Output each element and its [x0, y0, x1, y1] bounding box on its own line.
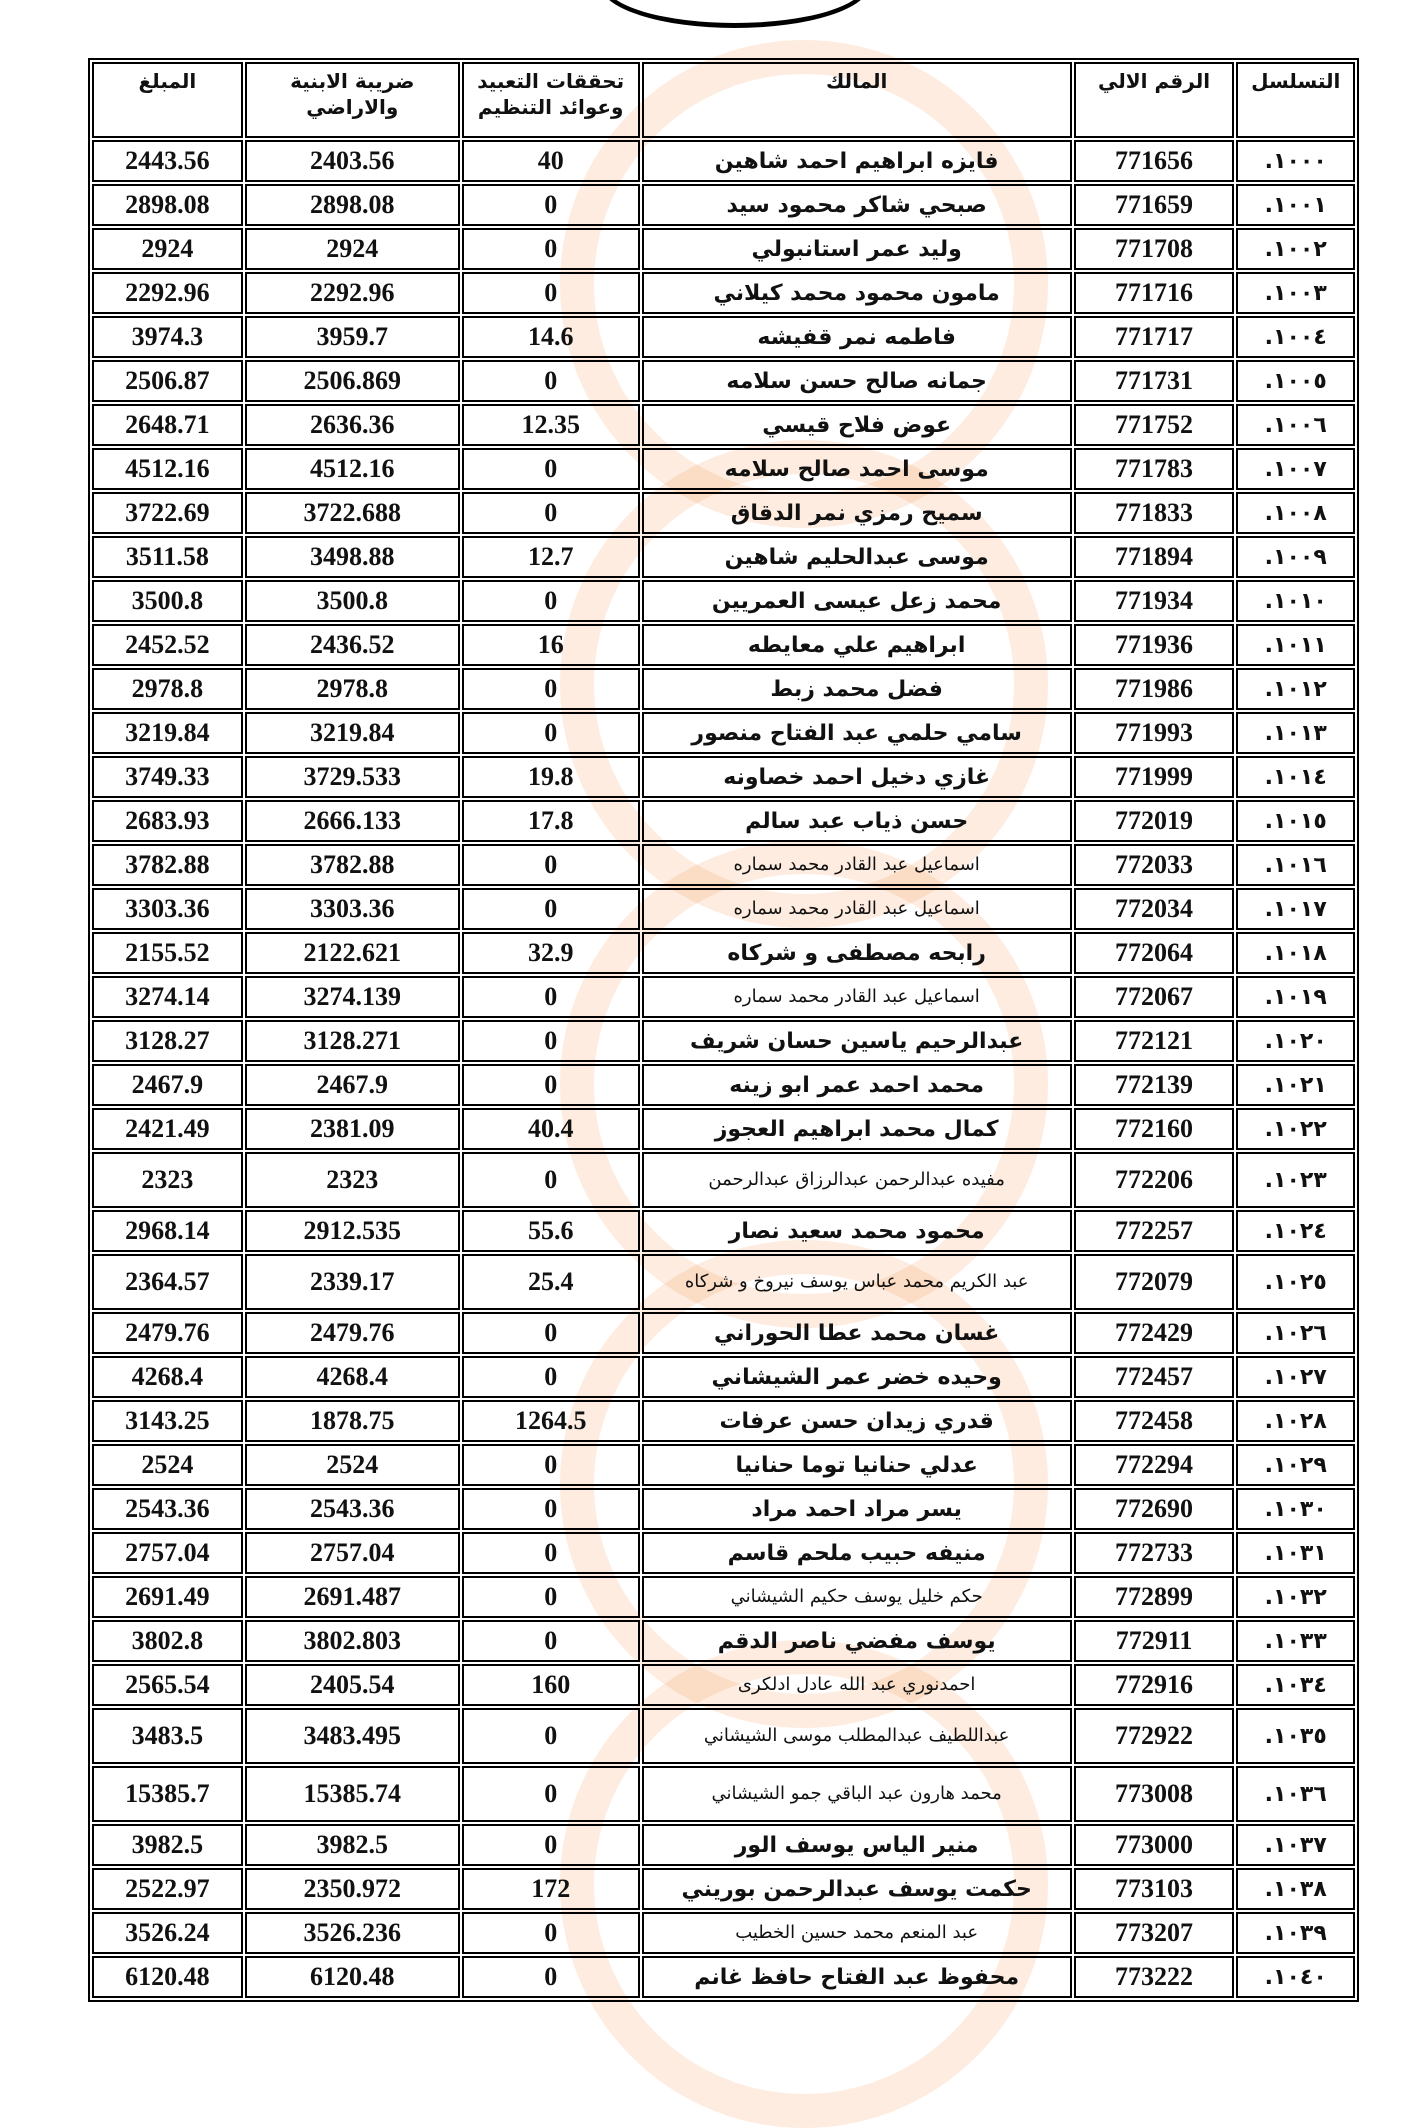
- cell-tax: 3219.84: [245, 712, 460, 754]
- cell-fees: 0: [462, 272, 640, 314]
- cell-amount: 3143.25: [92, 1400, 243, 1442]
- table-row: [92, 624, 1355, 666]
- header-owner: المالك: [642, 62, 1072, 138]
- cell-serial: ١٠٢٣.: [1236, 1152, 1355, 1208]
- cell-serial: ١٠٢٩.: [1236, 1444, 1355, 1486]
- cell-amount: 3303.36: [92, 888, 243, 930]
- cell-tax: 2691.487: [245, 1576, 460, 1618]
- table-row: [92, 976, 1355, 1018]
- cell-owner: فاطمه نمر قفيشه: [642, 316, 1072, 358]
- cell-amount: 2443.56: [92, 140, 243, 182]
- cell-owner: اسماعيل عبد القادر محمد سماره: [642, 844, 1072, 886]
- cell-owner: جمانه صالح حسن سلامه: [642, 360, 1072, 402]
- cell-owner: مامون محمود محمد كيلاني: [642, 272, 1072, 314]
- table-row: [92, 1912, 1355, 1954]
- cell-tax: 3498.88: [245, 536, 460, 578]
- cell-amount: 3274.14: [92, 976, 243, 1018]
- cell-amount: 2924: [92, 228, 243, 270]
- cell-number: 772079: [1074, 1254, 1235, 1310]
- cell-number: 772139: [1074, 1064, 1235, 1106]
- cell-number: 772294: [1074, 1444, 1235, 1486]
- cell-amount: 3982.5: [92, 1824, 243, 1866]
- cell-tax: 2122.621: [245, 932, 460, 974]
- cell-serial: ١٠١٩.: [1236, 976, 1355, 1018]
- table-row: [92, 448, 1355, 490]
- header-serial: التسلسل: [1236, 62, 1355, 138]
- table-row: [92, 888, 1355, 930]
- cell-fees: 0: [462, 888, 640, 930]
- cell-fees: 0: [462, 1356, 640, 1398]
- cell-owner: محمد زعل عيسى العمريين: [642, 580, 1072, 622]
- cell-fees: 16: [462, 624, 640, 666]
- table-row: [92, 844, 1355, 886]
- table-row: [92, 756, 1355, 798]
- cell-fees: 12.35: [462, 404, 640, 446]
- cell-fees: 160: [462, 1664, 640, 1706]
- cell-owner: محمود محمد سعيد نصار: [642, 1210, 1072, 1252]
- cell-fees: 19.8: [462, 756, 640, 798]
- cell-serial: ١٠٢٧.: [1236, 1356, 1355, 1398]
- cell-owner: اسماعيل عبد القادر محمد سماره: [642, 888, 1072, 930]
- cell-serial: ١٠١٠.: [1236, 580, 1355, 622]
- cell-fees: 0: [462, 1956, 640, 1998]
- cell-serial: ١٠٣٥.: [1236, 1708, 1355, 1764]
- cell-fees: 0: [462, 1020, 640, 1062]
- cell-number: 772033: [1074, 844, 1235, 886]
- cell-amount: 2968.14: [92, 1210, 243, 1252]
- cell-amount: 2421.49: [92, 1108, 243, 1150]
- cell-serial: ١٠٠٢.: [1236, 228, 1355, 270]
- top-seal-outline: [600, 0, 870, 28]
- cell-tax: 2924: [245, 228, 460, 270]
- cell-fees: 0: [462, 1912, 640, 1954]
- cell-tax: 2524: [245, 1444, 460, 1486]
- cell-tax: 2506.869: [245, 360, 460, 402]
- cell-amount: 3511.58: [92, 536, 243, 578]
- cell-number: 771716: [1074, 272, 1235, 314]
- cell-serial: ١٠١٢.: [1236, 668, 1355, 710]
- cell-serial: ١٠١١.: [1236, 624, 1355, 666]
- table-row: [92, 1400, 1355, 1442]
- cell-serial: ١٠١٥.: [1236, 800, 1355, 842]
- cell-fees: 0: [462, 712, 640, 754]
- cell-serial: ١٠٠١.: [1236, 184, 1355, 226]
- cell-tax: 2978.8: [245, 668, 460, 710]
- table-row: [92, 1064, 1355, 1106]
- header-number: الرقم الالي: [1074, 62, 1235, 138]
- cell-owner: صبحي شاكر محمود سيد: [642, 184, 1072, 226]
- cell-amount: 15385.7: [92, 1766, 243, 1822]
- cell-tax: 4512.16: [245, 448, 460, 490]
- cell-serial: ١٠٣٣.: [1236, 1620, 1355, 1662]
- cell-amount: 3128.27: [92, 1020, 243, 1062]
- cell-amount: 2467.9: [92, 1064, 243, 1106]
- cell-number: 772064: [1074, 932, 1235, 974]
- cell-amount: 2683.93: [92, 800, 243, 842]
- cell-serial: ١٠٠٥.: [1236, 360, 1355, 402]
- cell-serial: ١٠٢٦.: [1236, 1312, 1355, 1354]
- cell-fees: 0: [462, 1488, 640, 1530]
- cell-tax: 2292.96: [245, 272, 460, 314]
- cell-amount: 2323: [92, 1152, 243, 1208]
- cell-owner: حسن ذياب عبد سالم: [642, 800, 1072, 842]
- table-row: [92, 272, 1355, 314]
- cell-fees: 0: [462, 1766, 640, 1822]
- cell-fees: 0: [462, 1312, 640, 1354]
- cell-owner: احمدنوري عبد الله عادل ادلكرى: [642, 1664, 1072, 1706]
- cell-fees: 172: [462, 1868, 640, 1910]
- cell-owner: عبد الكريم محمد عباس يوسف نيروخ و شركاه: [642, 1254, 1072, 1310]
- cell-owner: منير الياس يوسف الور: [642, 1824, 1072, 1866]
- table-row: [92, 932, 1355, 974]
- cell-amount: 4512.16: [92, 448, 243, 490]
- cell-amount: 2292.96: [92, 272, 243, 314]
- cell-number: 771934: [1074, 580, 1235, 622]
- cell-serial: ١٠٠٦.: [1236, 404, 1355, 446]
- cell-number: 772922: [1074, 1708, 1235, 1764]
- cell-serial: ١٠١٧.: [1236, 888, 1355, 930]
- cell-number: 773008: [1074, 1766, 1235, 1822]
- cell-serial: ١٠٣٩.: [1236, 1912, 1355, 1954]
- cell-amount: 2452.52: [92, 624, 243, 666]
- cell-tax: 3274.139: [245, 976, 460, 1018]
- cell-tax: 2898.08: [245, 184, 460, 226]
- cell-tax: 2666.133: [245, 800, 460, 842]
- cell-fees: 0: [462, 360, 640, 402]
- table-row: [92, 1020, 1355, 1062]
- cell-fees: 40.4: [462, 1108, 640, 1150]
- cell-owner: عوض فلاح قيسي: [642, 404, 1072, 446]
- cell-number: 772019: [1074, 800, 1235, 842]
- cell-fees: 0: [462, 1532, 640, 1574]
- cell-fees: 32.9: [462, 932, 640, 974]
- cell-owner: سميح رمزي نمر الدقاق: [642, 492, 1072, 534]
- cell-fees: 0: [462, 1064, 640, 1106]
- cell-amount: 2506.87: [92, 360, 243, 402]
- cell-serial: ١٠٢٤.: [1236, 1210, 1355, 1252]
- cell-tax: 3483.495: [245, 1708, 460, 1764]
- cell-serial: ١٠٣٢.: [1236, 1576, 1355, 1618]
- cell-serial: ١٠٤٠.: [1236, 1956, 1355, 1998]
- cell-serial: ١٠٢٢.: [1236, 1108, 1355, 1150]
- cell-serial: ١٠١٨.: [1236, 932, 1355, 974]
- table-row: [92, 668, 1355, 710]
- table-row: [92, 228, 1355, 270]
- cell-fees: 0: [462, 228, 640, 270]
- cell-tax: 3526.236: [245, 1912, 460, 1954]
- table-row: [92, 712, 1355, 754]
- table-row: [92, 1532, 1355, 1574]
- cell-number: 771717: [1074, 316, 1235, 358]
- cell-owner: قدري زيدان حسن عرفات: [642, 1400, 1072, 1442]
- cell-owner: محمد هارون عبد الباقي جمو الشيشاني: [642, 1766, 1072, 1822]
- cell-serial: ١٠٣١.: [1236, 1532, 1355, 1574]
- cell-number: 771731: [1074, 360, 1235, 402]
- cell-serial: ١٠١٦.: [1236, 844, 1355, 886]
- cell-number: 773103: [1074, 1868, 1235, 1910]
- cell-number: 772160: [1074, 1108, 1235, 1150]
- cell-tax: 3959.7: [245, 316, 460, 358]
- cell-number: 771833: [1074, 492, 1235, 534]
- cell-number: 771752: [1074, 404, 1235, 446]
- cell-number: 772457: [1074, 1356, 1235, 1398]
- cell-tax: 3128.271: [245, 1020, 460, 1062]
- cell-fees: 0: [462, 844, 640, 886]
- cell-serial: ١٠٢٠.: [1236, 1020, 1355, 1062]
- cell-number: 772690: [1074, 1488, 1235, 1530]
- cell-amount: 2479.76: [92, 1312, 243, 1354]
- cell-tax: 3729.533: [245, 756, 460, 798]
- cell-amount: 2691.49: [92, 1576, 243, 1618]
- cell-amount: 3483.5: [92, 1708, 243, 1764]
- cell-number: 771708: [1074, 228, 1235, 270]
- table-row: [92, 1766, 1355, 1822]
- cell-tax: 3303.36: [245, 888, 460, 930]
- table-row: [92, 140, 1355, 182]
- cell-number: 772067: [1074, 976, 1235, 1018]
- cell-amount: 3722.69: [92, 492, 243, 534]
- cell-fees: 0: [462, 184, 640, 226]
- header-fees: تحققات التعبيد وعوائد التنظيم: [462, 62, 640, 138]
- cell-number: 772733: [1074, 1532, 1235, 1574]
- cell-tax: 3722.688: [245, 492, 460, 534]
- cell-amount: 3219.84: [92, 712, 243, 754]
- cell-number: 773000: [1074, 1824, 1235, 1866]
- cell-amount: 2364.57: [92, 1254, 243, 1310]
- cell-owner: كمال محمد ابراهيم العجوز: [642, 1108, 1072, 1150]
- cell-serial: ١٠٢٥.: [1236, 1254, 1355, 1310]
- header-tax: ضريبة الابنية والاراضي: [245, 62, 460, 138]
- cell-fees: 0: [462, 1444, 640, 1486]
- cell-number: 772899: [1074, 1576, 1235, 1618]
- cell-owner: مفيده عبدالرحمن عبدالرزاق عبدالرحمن: [642, 1152, 1072, 1208]
- table-row: [92, 536, 1355, 578]
- cell-fees: 0: [462, 1152, 640, 1208]
- cell-owner: غازي دخيل احمد خصاونه: [642, 756, 1072, 798]
- cell-number: 771656: [1074, 140, 1235, 182]
- cell-number: 772916: [1074, 1664, 1235, 1706]
- table-row: [92, 1312, 1355, 1354]
- cell-amount: 2524: [92, 1444, 243, 1486]
- cell-number: 771993: [1074, 712, 1235, 754]
- cell-owner: محمد احمد عمر ابو زينه: [642, 1064, 1072, 1106]
- cell-owner: حكمت يوسف عبدالرحمن بوريني: [642, 1868, 1072, 1910]
- cell-tax: 2339.17: [245, 1254, 460, 1310]
- cell-tax: 3982.5: [245, 1824, 460, 1866]
- cell-tax: 2403.56: [245, 140, 460, 182]
- cell-amount: 2522.97: [92, 1868, 243, 1910]
- cell-serial: ١٠٣٧.: [1236, 1824, 1355, 1866]
- cell-owner: عبداللطيف عبدالمطلب موسى الشيشاني: [642, 1708, 1072, 1764]
- cell-fees: 17.8: [462, 800, 640, 842]
- table-row: [92, 184, 1355, 226]
- cell-number: 773222: [1074, 1956, 1235, 1998]
- cell-owner: منيفه حبيب ملحم قاسم: [642, 1532, 1072, 1574]
- table-row: [92, 580, 1355, 622]
- table-row: [92, 1708, 1355, 1764]
- table-row: [92, 1152, 1355, 1208]
- cell-serial: ١٠١٣.: [1236, 712, 1355, 754]
- cell-fees: 0: [462, 448, 640, 490]
- cell-tax: 3782.88: [245, 844, 460, 886]
- table-header: [92, 62, 1355, 138]
- cell-owner: غسان محمد عطا الحوراني: [642, 1312, 1072, 1354]
- cell-owner: محفوظ عبد الفتاح حافظ غانم: [642, 1956, 1072, 1998]
- cell-amount: 2978.8: [92, 668, 243, 710]
- table-row: [92, 1664, 1355, 1706]
- cell-tax: 2350.972: [245, 1868, 460, 1910]
- cell-owner: عبدالرحيم ياسين حسان شريف: [642, 1020, 1072, 1062]
- cell-serial: ١٠٠٧.: [1236, 448, 1355, 490]
- cell-fees: 0: [462, 1620, 640, 1662]
- cell-owner: موسى عبدالحليم شاهين: [642, 536, 1072, 578]
- cell-number: 772206: [1074, 1152, 1235, 1208]
- cell-number: 771783: [1074, 448, 1235, 490]
- cell-number: 772458: [1074, 1400, 1235, 1442]
- cell-tax: 2912.535: [245, 1210, 460, 1252]
- cell-owner: فايزه ابراهيم احمد شاهين: [642, 140, 1072, 182]
- cell-tax: 6120.48: [245, 1956, 460, 1998]
- cell-serial: ١٠٣٤.: [1236, 1664, 1355, 1706]
- cell-serial: ١٠٣٠.: [1236, 1488, 1355, 1530]
- cell-owner: موسى احمد صالح سلامه: [642, 448, 1072, 490]
- cell-tax: 2636.36: [245, 404, 460, 446]
- cell-serial: ١٠٢٨.: [1236, 1400, 1355, 1442]
- cell-tax: 3802.803: [245, 1620, 460, 1662]
- cell-number: 772034: [1074, 888, 1235, 930]
- cell-number: 771986: [1074, 668, 1235, 710]
- cell-tax: 3500.8: [245, 580, 460, 622]
- cell-owner: ابراهيم علي معايطه: [642, 624, 1072, 666]
- cell-number: 771999: [1074, 756, 1235, 798]
- table-row: [92, 800, 1355, 842]
- table-row: [92, 1210, 1355, 1252]
- cell-amount: 2565.54: [92, 1664, 243, 1706]
- cell-tax: 4268.4: [245, 1356, 460, 1398]
- table-row: [92, 404, 1355, 446]
- cell-tax: 2479.76: [245, 1312, 460, 1354]
- cell-amount: 6120.48: [92, 1956, 243, 1998]
- cell-owner: فضل محمد زبط: [642, 668, 1072, 710]
- cell-owner: يوسف مفضي ناصر الدقم: [642, 1620, 1072, 1662]
- table-row: [92, 1444, 1355, 1486]
- cell-owner: حكم خليل يوسف حكيم الشيشاني: [642, 1576, 1072, 1618]
- cell-amount: 3526.24: [92, 1912, 243, 1954]
- cell-tax: 15385.74: [245, 1766, 460, 1822]
- cell-amount: 3749.33: [92, 756, 243, 798]
- cell-fees: 0: [462, 1708, 640, 1764]
- table-row: [92, 360, 1355, 402]
- cell-amount: 2543.36: [92, 1488, 243, 1530]
- cell-owner: وليد عمر استانبولي: [642, 228, 1072, 270]
- cell-amount: 3974.3: [92, 316, 243, 358]
- cell-fees: 0: [462, 492, 640, 534]
- cell-serial: ١٠٠٨.: [1236, 492, 1355, 534]
- cell-owner: عبد المنعم محمد حسين الخطيب: [642, 1912, 1072, 1954]
- cell-serial: ١٠٣٨.: [1236, 1868, 1355, 1910]
- table-row: [92, 1356, 1355, 1398]
- cell-tax: 1878.75: [245, 1400, 460, 1442]
- cell-tax: 2405.54: [245, 1664, 460, 1706]
- cell-number: 773207: [1074, 1912, 1235, 1954]
- cell-owner: سامي حلمي عبد الفتاح منصور: [642, 712, 1072, 754]
- cell-amount: 3802.8: [92, 1620, 243, 1662]
- cell-fees: 0: [462, 668, 640, 710]
- cell-amount: 3500.8: [92, 580, 243, 622]
- cell-fees: 25.4: [462, 1254, 640, 1310]
- table-row: [92, 1956, 1355, 1998]
- cell-amount: 3782.88: [92, 844, 243, 886]
- cell-number: 772257: [1074, 1210, 1235, 1252]
- cell-owner: اسماعيل عبد القادر محمد سماره: [642, 976, 1072, 1018]
- cell-number: 772429: [1074, 1312, 1235, 1354]
- cell-fees: 1264.5: [462, 1400, 640, 1442]
- cell-fees: 0: [462, 1576, 640, 1618]
- cell-fees: 12.7: [462, 536, 640, 578]
- table-row: [92, 1576, 1355, 1618]
- cell-owner: يسر مراد احمد مراد: [642, 1488, 1072, 1530]
- owners-tax-table: [88, 58, 1359, 2002]
- cell-fees: 0: [462, 580, 640, 622]
- cell-owner: رابحه مصطفى و شركاه: [642, 932, 1072, 974]
- cell-tax: 2381.09: [245, 1108, 460, 1150]
- cell-number: 772121: [1074, 1020, 1235, 1062]
- table-row: [92, 316, 1355, 358]
- cell-serial: ١٠٠٠.: [1236, 140, 1355, 182]
- cell-serial: ١٠٣٦.: [1236, 1766, 1355, 1822]
- cell-amount: 2648.71: [92, 404, 243, 446]
- table-row: [92, 1254, 1355, 1310]
- header-amount: المبلغ: [92, 62, 243, 138]
- table-row: [92, 492, 1355, 534]
- cell-tax: 2543.36: [245, 1488, 460, 1530]
- cell-amount: 4268.4: [92, 1356, 243, 1398]
- cell-owner: عدلي حنانيا توما حنانيا: [642, 1444, 1072, 1486]
- cell-serial: ١٠٠٣.: [1236, 272, 1355, 314]
- cell-amount: 2155.52: [92, 932, 243, 974]
- cell-number: 771894: [1074, 536, 1235, 578]
- cell-fees: 0: [462, 976, 640, 1018]
- cell-tax: 2467.9: [245, 1064, 460, 1106]
- cell-serial: ١٠٠٩.: [1236, 536, 1355, 578]
- cell-tax: 2436.52: [245, 624, 460, 666]
- cell-number: 771936: [1074, 624, 1235, 666]
- cell-amount: 2757.04: [92, 1532, 243, 1574]
- table-row: [92, 1620, 1355, 1662]
- cell-amount: 2898.08: [92, 184, 243, 226]
- cell-fees: 14.6: [462, 316, 640, 358]
- table-row: [92, 1108, 1355, 1150]
- cell-owner: وحيده خضر عمر الشيشاني: [642, 1356, 1072, 1398]
- table-row: [92, 1488, 1355, 1530]
- cell-fees: 0: [462, 1824, 640, 1866]
- cell-fees: 40: [462, 140, 640, 182]
- table-row: [92, 1824, 1355, 1866]
- cell-fees: 55.6: [462, 1210, 640, 1252]
- cell-serial: ١٠٠٤.: [1236, 316, 1355, 358]
- cell-serial: ١٠١٤.: [1236, 756, 1355, 798]
- cell-number: 771659: [1074, 184, 1235, 226]
- table-row: [92, 1868, 1355, 1910]
- cell-serial: ١٠٢١.: [1236, 1064, 1355, 1106]
- cell-tax: 2323: [245, 1152, 460, 1208]
- cell-number: 772911: [1074, 1620, 1235, 1662]
- cell-tax: 2757.04: [245, 1532, 460, 1574]
